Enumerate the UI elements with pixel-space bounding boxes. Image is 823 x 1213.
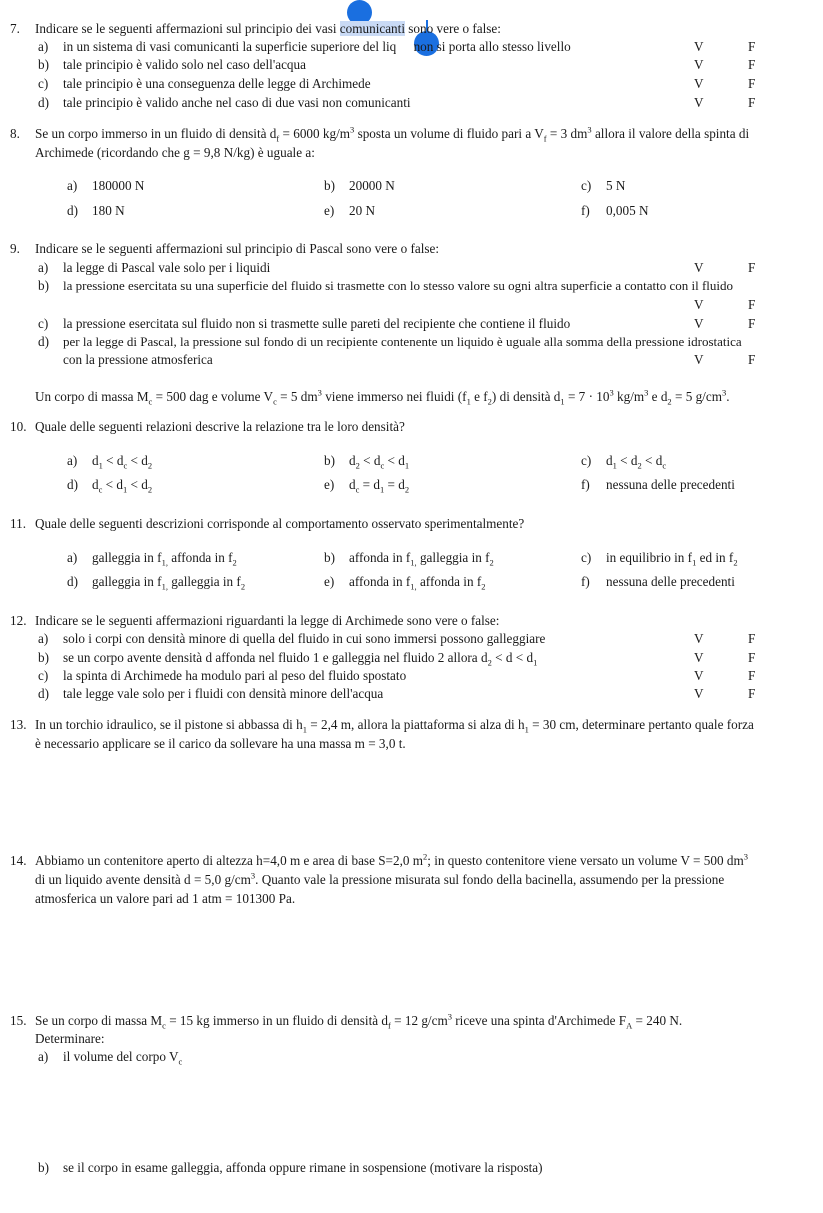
item-text: tale principio è valido solo nel caso dell'acqua (63, 57, 306, 72)
option-letter: f) (581, 574, 590, 589)
false-option[interactable]: F (748, 316, 756, 331)
question-title: Quale delle seguenti descrizioni corrisponde al comportamento osservato sperimentalmente? (35, 516, 525, 531)
subscript: A (626, 1020, 633, 1031)
subscript: 1 (692, 557, 697, 568)
subscript: 1, (410, 557, 417, 568)
question-line: atmosferica un valore pari ad 1 atm = 101300 Pa. (35, 891, 296, 906)
false-option[interactable]: F (748, 260, 756, 275)
question-line (35, 1011, 683, 1031)
text: viene immerso nei fluidi (f (321, 389, 467, 404)
subscript: c (162, 1020, 166, 1031)
superscript: 3 (609, 387, 614, 398)
true-option[interactable]: V (694, 297, 704, 312)
subscript: 2 (481, 581, 486, 592)
true-option[interactable]: V (694, 316, 704, 331)
item-letter: b) (38, 1160, 49, 1175)
item-letter: d) (38, 686, 49, 701)
question-number: 11. (10, 516, 26, 531)
text: e d (648, 389, 668, 404)
option-relation-a[interactable]: $d_1 < d_c < d_2$ (92, 453, 153, 471)
item-text: la spinta di Archimede ha modulo pari al peso del fluido spostato (63, 668, 407, 683)
question-title: Quale delle seguenti relazioni descrive la relazione tra le loro densità? (35, 419, 405, 434)
option-letter: f) (581, 477, 590, 492)
subscript: 1 (466, 396, 471, 407)
false-option[interactable]: F (748, 352, 756, 367)
option-text[interactable] (92, 574, 246, 592)
text: = 3 dm (546, 126, 588, 141)
option-text[interactable]: 20 N (349, 203, 376, 218)
option-letter: c) (581, 453, 592, 468)
subscript: 1, (410, 581, 417, 592)
item-letter: a) (38, 631, 49, 646)
subscript: 1, (161, 581, 168, 592)
subscript: 2 (487, 657, 492, 668)
option-relation-b[interactable]: $d_2 < d_c < d_1$ (349, 453, 410, 471)
item-text (63, 1049, 183, 1067)
subscript: 2 (733, 557, 738, 568)
text: Se un corpo di massa M (35, 1013, 163, 1028)
option-text[interactable]: nessuna delle precedenti (606, 574, 735, 589)
text: il volume del corpo V (63, 1049, 179, 1064)
item-letter: d) (38, 95, 49, 110)
question-number: 10. (10, 419, 27, 434)
text: se un corpo avente densità d affonda nel fluido 1 e galleggia nel fluido 2 allora d (63, 650, 488, 665)
subscript: 2 (667, 396, 672, 407)
text: ; in questo contenitore viene versato un volume V = 500 dm (427, 853, 744, 868)
question-number: 9. (10, 241, 20, 256)
option-relation-d[interactable]: $d_c < d_1 < d_2$ (92, 477, 153, 495)
text: allora il valore della spinta di (591, 126, 750, 141)
subscript: 1 (533, 657, 538, 668)
subscript: 2 (489, 557, 494, 568)
text: = 2,4 m, allora la piattaforma si alza di h (306, 717, 525, 732)
item-text: se un corpo avente densità d affonda nel fluido 1 e galleggia nel fluido 2 allora $d_2 < d < d_1$ (63, 650, 538, 668)
superscript: 3 (250, 870, 256, 881)
item-letter: c) (38, 316, 49, 331)
option-text[interactable] (92, 550, 237, 568)
question-number: 15. (10, 1013, 27, 1028)
text: sposta un volume di fluido pari a V (354, 126, 544, 141)
option-letter: f) (581, 203, 590, 218)
text: affonda in f (349, 550, 411, 565)
text: = 7 · 10 (564, 389, 610, 404)
item-text-part: non si porta allo stesso livello (410, 39, 571, 54)
item-letter: d) (38, 334, 49, 349)
true-option[interactable]: V (694, 95, 704, 110)
option-letter: b) (324, 178, 335, 193)
superscript: 3 (317, 387, 322, 398)
question-line (35, 124, 750, 144)
question-title: Indicare se le seguenti affermazioni riguardanti la legge di Archimede sono vere o false: (35, 613, 500, 628)
subscript: c (273, 396, 277, 407)
item-text: la legge di Pascal vale solo per i liquidi (63, 260, 271, 275)
subscript: f (543, 133, 547, 144)
option-letter: a) (67, 178, 78, 193)
question-number: 14. (10, 853, 27, 868)
superscript: 3 (644, 387, 649, 398)
text: = 5 g/cm (671, 389, 722, 404)
title-text: Indicare se le seguenti affermazioni sul principio dei vasi (35, 21, 340, 36)
text: galleggia in f (92, 550, 162, 565)
question-title (35, 22, 501, 35)
subscript: f (276, 133, 280, 144)
option-letter: e) (324, 203, 335, 218)
false-option[interactable]: F (748, 76, 756, 91)
true-option[interactable]: V (694, 668, 704, 683)
option-text[interactable]: 180000 N (92, 178, 145, 193)
item-letter: a) (38, 1049, 49, 1064)
subscript: f (387, 1020, 391, 1031)
text: . Quanto vale la pressione misurata sul fondo della bacinella, assumendo per la pressione (255, 872, 725, 887)
question-line: è necessario applicare se il carico da sollevare ha una massa m = 3,0 t. (35, 736, 406, 751)
subscript: c (148, 396, 153, 407)
option-letter: a) (67, 550, 78, 565)
text: In un torchio idraulico, se il pistone si abbassa di h (35, 717, 303, 732)
item-text-part: in un sistema di vasi comunicanti la superficie superiore del liq (63, 39, 397, 54)
question-number: 12. (10, 613, 27, 628)
item-text: solo i corpi con densità minore di quella del fluido in cui sono immersi possono galleggiare (63, 631, 546, 646)
superscript: 3 (743, 851, 748, 862)
item-text: per la legge di Pascal, la pressione sul fondo di un recipiente contenente un liquido è uguale alla somma della pressione idrostatica (63, 334, 742, 349)
text: Abbiamo un contenitore aperto di altezza h=4,0 m e area di base S=2,0 m (35, 853, 424, 868)
option-letter: c) (581, 178, 592, 193)
option-text[interactable]: 0,005 N (606, 203, 649, 218)
text: = 15 kg immerso in un fluido di densità d (165, 1013, 388, 1028)
option-relation-c[interactable]: $d_1 < d_2 < d_c$ (606, 453, 667, 471)
true-option[interactable]: V (694, 631, 704, 646)
text: ed in f (696, 550, 734, 565)
text: riceve una spinta d'Archimede F (451, 1013, 627, 1028)
subscript: 2 (487, 396, 492, 407)
question-line: Archimede (ricordando che g = 9,8 N/kg) è uguale a: (35, 145, 315, 160)
superscript: 3 (721, 387, 727, 398)
subscript: 1 (302, 724, 307, 735)
true-option[interactable]: V (694, 686, 704, 701)
text: = 6000 kg/m (279, 126, 351, 141)
text: = 500 dag e volume V (152, 389, 274, 404)
question-number: 7. (10, 21, 20, 36)
superscript: 3 (587, 124, 592, 135)
item-text: se il corpo in esame galleggia, affonda oppure rimane in sospensione (motivare la risposta) (63, 1160, 543, 1175)
text: galleggia in f (92, 574, 162, 589)
question-line (35, 717, 754, 735)
superscript: 3 (447, 1011, 452, 1022)
option-letter: c) (581, 550, 592, 565)
selected-text[interactable]: comunicanti (339, 21, 405, 36)
title-text: sono vere o false: (404, 21, 501, 36)
question-title: Indicare se le seguenti affermazioni sul principio di Pascal sono vere o false: (35, 241, 440, 256)
text: di un liquido avente densità d = 5,0 g/cm (35, 872, 251, 887)
subscript: 1 (524, 724, 529, 735)
text: ) di densità d (491, 389, 561, 404)
problem-statement (35, 387, 730, 407)
item-text: la pressione esercitata su una superficie del fluido si trasmette con lo stesso valore su ogni altra superficie a contatto con il fluido (63, 278, 734, 293)
superscript: 2 (423, 851, 428, 862)
option-text[interactable] (349, 574, 486, 592)
option-letter: b) (324, 550, 335, 565)
option-text[interactable]: 180 N (92, 203, 125, 218)
option-text[interactable]: 20000 N (349, 178, 395, 193)
item-letter: b) (38, 278, 49, 293)
text: affonda in f (167, 550, 233, 565)
item-letter: c) (38, 668, 49, 683)
item-text: tale principio è valido anche nel caso di due vasi non comunicanti (63, 95, 411, 110)
item-text: tale legge vale solo per i fluidi con densità minore dell'acqua (63, 686, 384, 701)
false-option[interactable]: F (748, 297, 756, 312)
text: Un corpo di massa M (35, 389, 149, 404)
option-letter: e) (324, 574, 335, 589)
false-option[interactable]: F (748, 686, 756, 701)
subscript: 1 (560, 396, 565, 407)
option-letter: b) (324, 453, 335, 468)
text: Se un corpo immerso in un fluido di densità d (35, 126, 277, 141)
true-option[interactable]: V (694, 260, 704, 275)
question-line: Determinare: (35, 1031, 105, 1046)
true-option[interactable]: V (694, 57, 704, 72)
subscript: 1, (161, 557, 168, 568)
item-letter: a) (38, 260, 49, 275)
question-number: 13. (10, 717, 27, 732)
option-relation-e[interactable]: $d_c = d_1 = d_2$ (349, 477, 410, 495)
text: = 30 cm, determinare pertanto quale forza (528, 717, 754, 732)
subscript: 2 (232, 557, 237, 568)
false-option[interactable]: F (748, 57, 756, 72)
item-letter: b) (38, 57, 49, 72)
option-text[interactable]: 5 N (606, 178, 626, 193)
item-letter: c) (38, 76, 49, 91)
true-option[interactable]: V (694, 76, 704, 91)
question-number: 8. (10, 126, 20, 141)
text: = 240 N. (632, 1013, 683, 1028)
false-option[interactable]: F (748, 631, 756, 646)
option-letter: d) (67, 477, 78, 492)
question-line (35, 870, 725, 887)
text: affonda in f (416, 574, 482, 589)
true-option[interactable]: V (694, 352, 704, 367)
text: galleggia in f (167, 574, 241, 589)
item-text: con la pressione atmosferica (63, 352, 213, 367)
item-text: la pressione esercitata sul fluido non si trasmette sulle pareti del recipiente che contiene il fluido (63, 316, 571, 331)
text: affonda in f (349, 574, 411, 589)
option-letter: a) (67, 453, 78, 468)
question-line (35, 851, 748, 868)
true-option[interactable]: V (694, 39, 704, 54)
item-letter: a) (38, 39, 49, 54)
subscript: 2 (240, 581, 246, 592)
text: . (726, 389, 730, 404)
false-option[interactable]: F (748, 668, 756, 683)
option-text[interactable]: nessuna delle precedenti (606, 477, 735, 492)
text: kg/m (613, 389, 645, 404)
item-text (63, 40, 571, 53)
item-letter: b) (38, 650, 49, 665)
true-option[interactable]: V (694, 650, 704, 665)
text: in equilibrio in f (606, 550, 693, 565)
text: = 12 g/cm (390, 1013, 448, 1028)
false-option[interactable]: F (748, 39, 756, 54)
subscript: c (178, 1056, 183, 1067)
text: e f (470, 389, 488, 404)
text: = 5 dm (276, 389, 318, 404)
item-text: tale principio è una conseguenza delle legge di Archimede (63, 76, 371, 91)
option-letter: d) (67, 574, 78, 589)
option-text[interactable] (606, 550, 738, 568)
false-option[interactable]: F (748, 95, 756, 110)
option-letter: e) (324, 477, 335, 492)
false-option[interactable]: F (748, 650, 756, 665)
superscript: 3 (350, 124, 355, 135)
option-text[interactable] (349, 550, 494, 568)
option-letter: d) (67, 203, 78, 218)
text: galleggia in f (416, 550, 490, 565)
